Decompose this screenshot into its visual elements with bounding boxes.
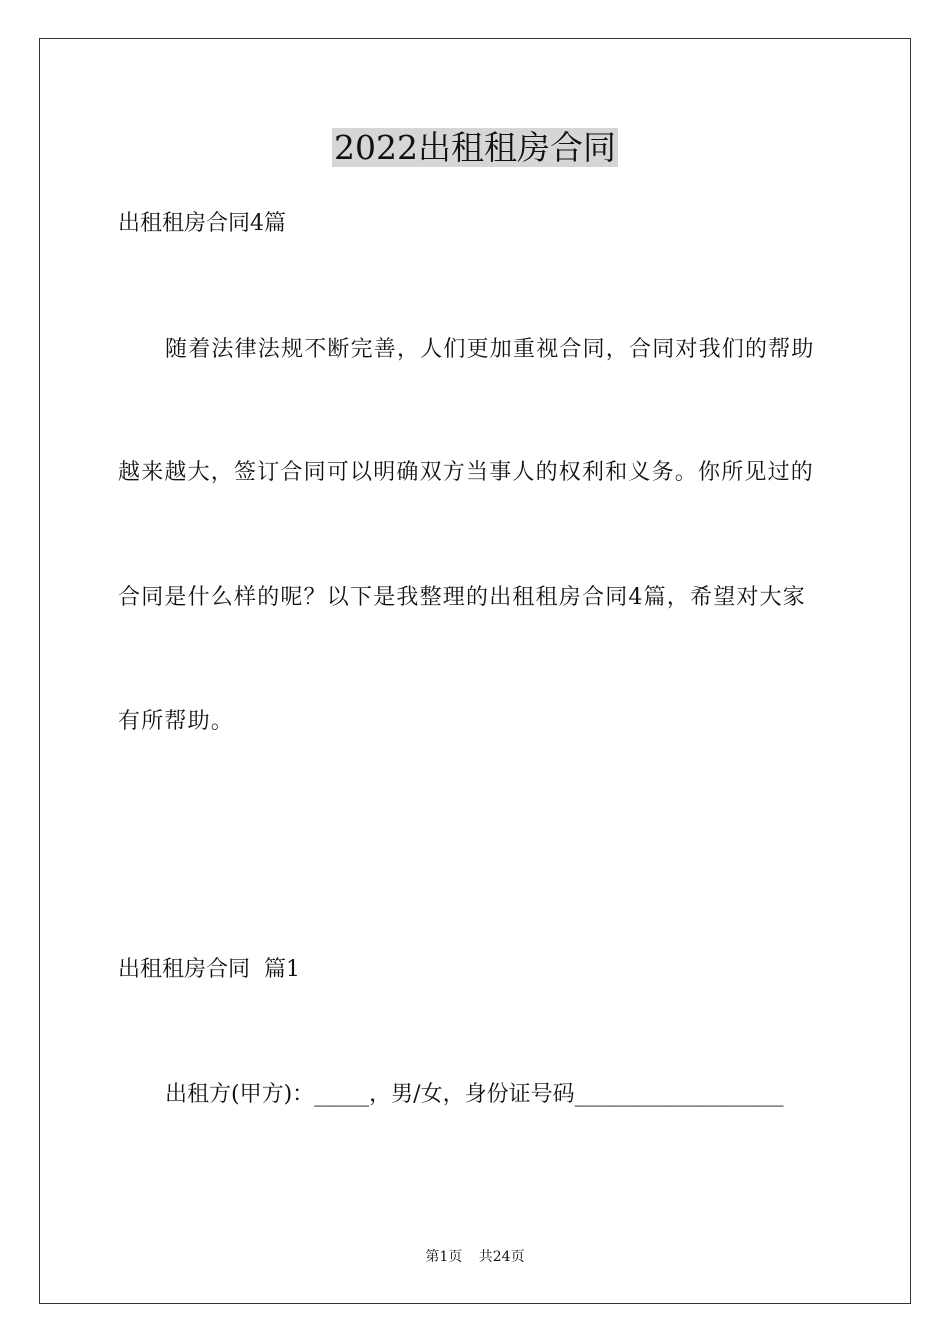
intro-line-4: 有所帮助。	[118, 709, 235, 734]
intro-line-2: 越来越大，签订合同可以明确双方当事人的权利和义务。你所见过的	[118, 460, 815, 485]
section-heading: 出租租房合同 篇1	[118, 957, 300, 982]
document-subtitle: 出租租房合同4篇	[118, 211, 286, 236]
page-footer	[0, 1247, 950, 1267]
party-line: 出租方(甲方)：_____，男/女，身份证号码___________________	[165, 1082, 784, 1107]
total-pages: 共24页	[478, 1249, 525, 1265]
document-title	[0, 124, 950, 172]
intro-line-3: 合同是什么样的呢？以下是我整理的出租租房合同4篇，希望对大家	[118, 585, 806, 610]
page-number: 第1页	[425, 1249, 463, 1265]
document-title-text: 2022出租租房合同	[334, 128, 616, 167]
intro-line-1: 随着法律法规不断完善，人们更加重视合同，合同对我们的帮助	[165, 337, 815, 362]
